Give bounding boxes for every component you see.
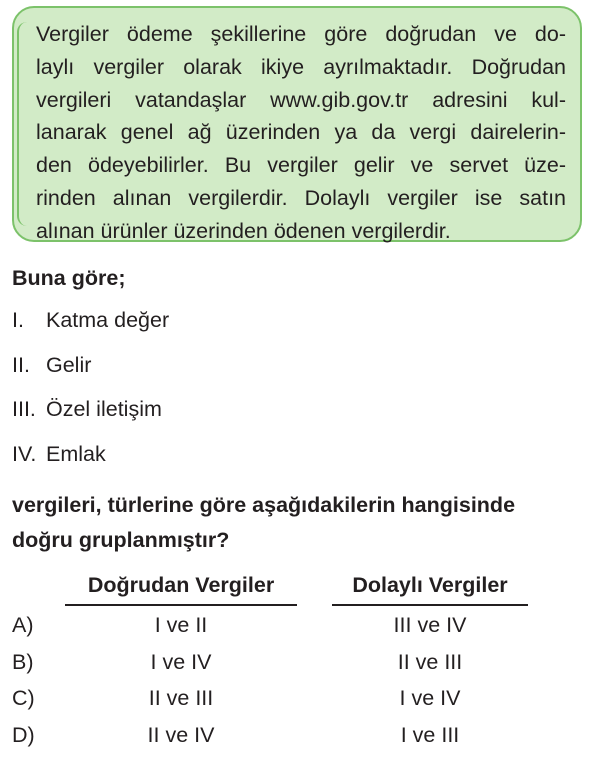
option-letter: B) [12, 649, 34, 674]
answer-option-c[interactable] [12, 686, 572, 723]
item-number: I. [12, 308, 24, 332]
option-letter: D) [12, 722, 35, 747]
info-passage-box [12, 6, 582, 242]
item-label: Katma değer [46, 308, 170, 332]
answer-option-b[interactable] [12, 650, 572, 687]
item-label: Gelir [46, 352, 92, 377]
option-indirect-cell: I ve III [400, 722, 460, 747]
passage-line: laylı vergiler olarak ikiye ayrılmaktadır. Doğrudan [36, 54, 566, 79]
passage-line: den ödeyebilirler. Bu vergiler gelir ve servet üze- [36, 153, 566, 178]
passage-line: rinden alınan vergilerdir. Dolaylı vergiler ise satın [36, 185, 566, 210]
column-header-indirect: Dolaylı Vergiler [332, 573, 528, 606]
question-line: vergileri, türlerine göre aşağıdakilerin hangisinde [12, 493, 516, 517]
question-stem [12, 488, 587, 558]
option-letter: A) [12, 613, 34, 637]
tax-item-list [12, 308, 169, 486]
column-header-direct: Doğrudan Vergiler [65, 573, 297, 606]
item-label: Emlak [46, 441, 106, 466]
option-letter: C) [12, 686, 35, 710]
item-number: II. [12, 352, 30, 377]
option-direct-cell: II ve III [148, 686, 214, 710]
passage-text [36, 18, 566, 248]
option-indirect-cell: II ve III [397, 649, 463, 674]
passage-line: vergileri vatandaşlar www.gib.gov.tr adresini kul- [36, 87, 566, 112]
option-indirect-cell: III ve IV [393, 613, 467, 637]
passage-line: Vergiler ödeme şekillerine göre doğrudan ve do- [36, 22, 566, 46]
option-direct-cell: II ve IV [147, 722, 215, 747]
question-lead: Buna göre; [12, 266, 126, 290]
item-number: IV. [12, 441, 37, 466]
passage-line: alınan ürünler üzerinden ödenen vergilerdir. [36, 218, 451, 243]
list-item [12, 308, 169, 353]
answer-option-a[interactable] [12, 613, 572, 650]
option-direct-cell: I ve IV [150, 649, 212, 674]
option-indirect-cell: I ve IV [399, 686, 461, 710]
question-line: doğru gruplanmıştır? [12, 528, 230, 552]
list-item [12, 353, 169, 398]
option-direct-cell: I ve II [154, 613, 208, 637]
list-item [12, 397, 169, 442]
item-number: III. [12, 397, 36, 421]
list-item [12, 442, 169, 487]
answer-option-d[interactable] [12, 723, 572, 760]
passage-line: lanarak genel ağ üzerinden ya da vergi dairelerin- [36, 120, 566, 145]
item-label: Özel iletişim [46, 397, 162, 421]
answer-options [12, 613, 572, 759]
